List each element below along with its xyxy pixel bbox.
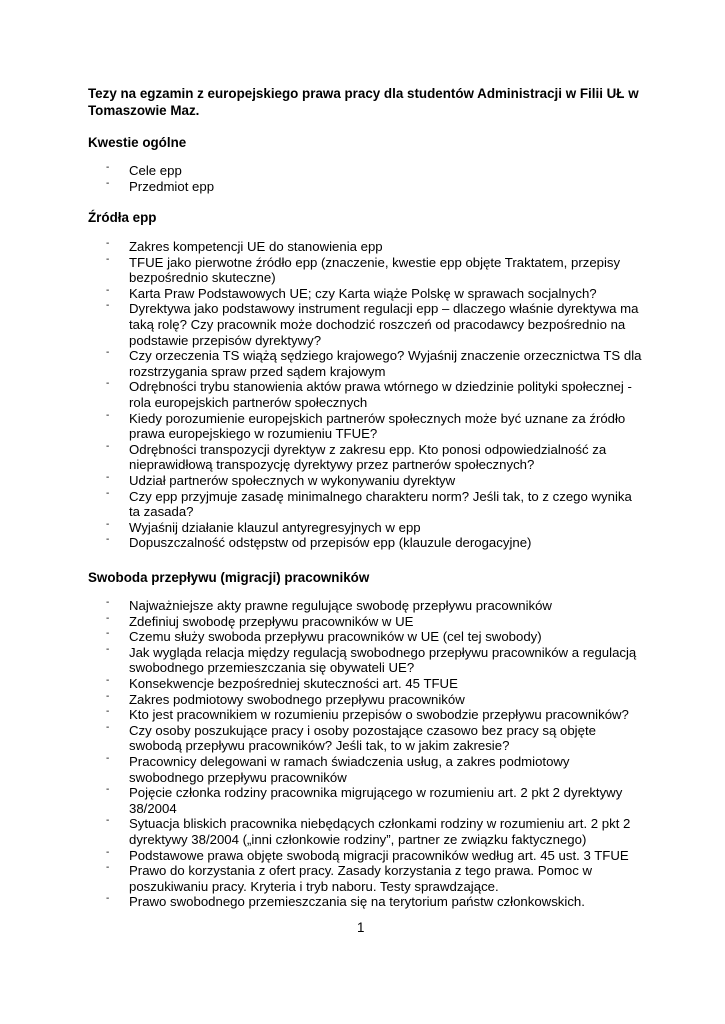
section-heading-general: Kwestie ogólne xyxy=(88,135,187,150)
page-number: 1 xyxy=(357,920,365,935)
list-item: - Jak wygląda relacja między regulacją swobodnego przepływu pracowników a regulacją swobodnego przemieszczania się obywateli UE? xyxy=(100,645,645,676)
list-item: - Czemu służy swoboda przepływu pracowników w UE (cel tej swobody) xyxy=(100,629,645,645)
list-item: - Konsekwencje bezpośredniej skuteczności art. 45 TFUE xyxy=(100,676,645,692)
list-item: - Sytuacja bliskich pracownika niebędących członkami rodziny w rozumieniu art. 2 pkt 2 dyrektywy 38/2004 („inni członkowie rodziny”, partner ze związku faktycznego) xyxy=(100,816,645,847)
list-item: - Czy epp przyjmuje zasadę minimalnego charakteru norm? Jeśli tak, to z czego wynika ta zasada? xyxy=(100,489,645,520)
list-item: - Czy osoby poszukujące pracy i osoby pozostające czasowo bez pracy są objęte swobodą przepływu pracowników? Jeśli tak, to w jakim zakresie? xyxy=(100,723,645,754)
list-item: - Zakres kompetencji UE do stanowienia epp xyxy=(100,239,645,255)
list-item: - Odrębności transpozycji dyrektyw z zakresu epp. Kto ponosi odpowiedzialność za nieprawidłową transpozycję dyrektywy przez partnerów społecznych? xyxy=(100,442,645,473)
list-item: - Dyrektywa jako podstawowy instrument regulacji epp – dlaczego właśnie dyrektywa ma taką rolę? Czy pracownik może dochodzić roszczeń od pracodawcy bezpośrednio na podstawie przepisów dyrektywy? xyxy=(100,301,645,348)
list-item: - Zdefiniuj swobodę przepływu pracowników w UE xyxy=(100,614,645,630)
list-item: - Kto jest pracownikiem w rozumieniu przepisów o swobodzie przepływu pracowników? xyxy=(100,707,645,723)
list-item: - Najważniejsze akty prawne regulujące swobodę przepływu pracowników xyxy=(100,598,645,614)
section-list-sources xyxy=(100,239,645,551)
document-title: Tezy na egzamin z europejskiego prawa pracy dla studentów Administracji w Filii UŁ w Tomaszowie Maz. xyxy=(88,86,639,118)
list-item: - Pracownicy delegowani w ramach świadczenia usług, a zakres podmiotowy swobodnego przepływu pracowników xyxy=(100,754,645,785)
list-item: - Zakres podmiotowy swobodnego przepływu pracowników xyxy=(100,692,645,708)
list-item: - Dopuszczalność odstępstw od przepisów epp (klauzule derogacyjne) xyxy=(100,535,645,551)
list-item: - Prawo do korzystania z ofert pracy. Zasady korzystania z tego prawa. Pomoc w poszukiwaniu pracy. Kryteria i tryb naboru. Testy sprawdzające. xyxy=(100,863,645,894)
list-item: - Pojęcie członka rodziny pracownika migrującego w rozumieniu art. 2 pkt 2 dyrektywy 38/2004 xyxy=(100,785,645,816)
list-item: - Cele epp xyxy=(100,163,645,179)
list-item: - Podstawowe prawa objęte swobodą migracji pracowników według art. 45 ust. 3 TFUE xyxy=(100,848,645,864)
list-item: - Przedmiot epp xyxy=(100,179,645,195)
section-heading-sources: Źródła epp xyxy=(88,210,157,225)
section-heading-free-movement: Swoboda przepływu (migracji) pracowników xyxy=(88,570,370,585)
section-list-general xyxy=(100,163,645,194)
list-item: - Czy orzeczenia TS wiążą sędziego krajowego? Wyjaśnij znaczenie orzecznictwa TS dla rozstrzygania spraw przed sądem krajowym xyxy=(100,348,645,379)
list-item: - Udział partnerów społecznych w wykonywaniu dyrektyw xyxy=(100,473,645,489)
list-item: - Wyjaśnij działanie klauzul antyregresyjnych w epp xyxy=(100,520,645,536)
list-item: - Kiedy porozumienie europejskich partnerów społecznych może być uznane za źródło prawa europejskiego w rozumieniu TFUE? xyxy=(100,411,645,442)
section-list-free-movement xyxy=(100,598,645,910)
list-item: - TFUE jako pierwotne źródło epp (znaczenie, kwestie epp objęte Traktatem, przepisy bezpośrednio skuteczne) xyxy=(100,255,645,286)
list-item: - Odrębności trybu stanowienia aktów prawa wtórnego w dziedzinie polityki społecznej - rola europejskich partnerów społecznych xyxy=(100,379,645,410)
list-item: - Prawo swobodnego przemieszczania się na terytorium państw członkowskich. xyxy=(100,894,645,910)
list-item: - Karta Praw Podstawowych UE; czy Karta wiąże Polskę w sprawach socjalnych? xyxy=(100,286,645,302)
